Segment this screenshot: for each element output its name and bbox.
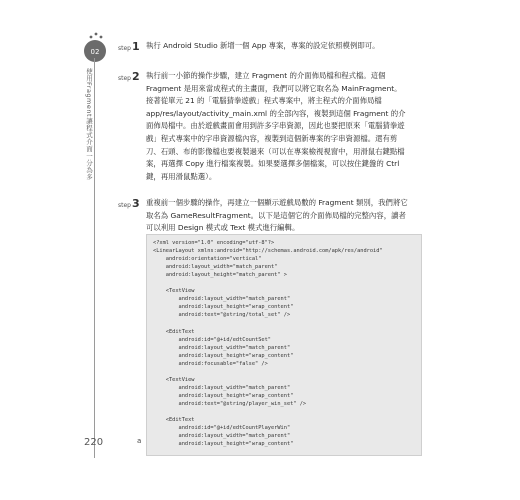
step-text: 重複前一個步驟的操作，再建立一個顯示遊戲局數的 Fragment 類別，我們將它取名為 GameResultFragment。以下是這個它的介面佈局檔的完整內容，讀者可以利用 Design 模式或 Text 模式進行編輯。 xyxy=(146,198,408,233)
step-text: 執行前一小節的操作步驟，建立 Fragment 的介面佈局檔和程式檔。這個 Fragment 是用來當成程式的主畫面，我們可以將它取名為 MainFragment。接著從單元 21 的「電腦猜拳遊戲」程式專案中，將主程式的介面佈局檔 app/res/layout/activity_main.xml 的全部內容，複製到這個 Fragment 的介面佈局檔中。由於遊戲畫面會用到許多字串資源，因此也要把原來「電腦猜拳遊戲」程式專案中的字串資源檔內容，複製到這個新專案的字串資源檔。還有剪刀、石頭、布的影像檔也要複製過來（可以在專案檢視視窗中，用滑鼠右鍵點檔案，再選擇 Copy 進行檔案複製。如果要選擇多個檔案，可以按住鍵盤的 Ctrl 鍵，再用滑鼠點選）。 xyxy=(146,71,406,181)
code-line xyxy=(153,408,415,416)
code-listing xyxy=(146,234,422,456)
chapter-badge: 02 xyxy=(84,40,106,62)
step-label: step2 xyxy=(118,70,140,83)
code-line: android:layout_height="wrap_content" xyxy=(153,441,294,448)
code-line: android:id="@+id/edtCountSet" xyxy=(153,336,271,343)
code-line: android:text="@string/player_win_set" /> xyxy=(153,400,307,407)
step-label: step1 xyxy=(118,40,140,53)
code-line: android:layout_width="match_parent" xyxy=(153,296,291,303)
page-number: 220 xyxy=(84,437,104,448)
code-line: android:id="@+id/edtCountPlayerWin" xyxy=(153,425,291,432)
sidebar-divider xyxy=(94,58,95,458)
code-line: android:layout_height="wrap_content" xyxy=(153,304,294,311)
code-line: android:layout_height="wrap_content" xyxy=(153,392,294,399)
code-line: android:orientation="vertical" xyxy=(153,256,262,263)
code-line: <LinearLayout xmlns:android="http://schemas.android.com/apk/res/android" xyxy=(153,248,383,255)
code-line: android:layout_width="match_parent" xyxy=(153,384,291,391)
code-line: android:layout_width="match_parent" xyxy=(153,433,291,440)
step-label: step3 xyxy=(118,197,140,210)
code-line: <EditText xyxy=(153,417,195,424)
margin-marker: a xyxy=(137,437,142,445)
code-line xyxy=(153,279,415,287)
code-line: android:layout_width="match_parent" xyxy=(153,264,278,271)
character-head-icon xyxy=(87,30,105,40)
code-line xyxy=(153,319,415,327)
code-line: android:text="@string/total_set" /> xyxy=(153,312,291,319)
code-line: android:layout_height="match_parent" > xyxy=(153,272,287,279)
code-line: <TextView xyxy=(153,376,195,383)
code-line: <?xml version="1.0" encoding="utf-8"?> xyxy=(153,240,275,246)
code-line: <EditText xyxy=(153,328,195,335)
step-text: 執行 Android Studio 新增一個 App 專案，專案的設定依照模例即可。 xyxy=(146,41,380,50)
code-line: android:layout_height="wrap_content" xyxy=(153,352,294,359)
code-line: android:layout_width="match_parent" xyxy=(153,344,291,351)
code-line xyxy=(153,368,415,376)
code-line: <TextView xyxy=(153,288,195,295)
code-line: android:focusable="false" /> xyxy=(153,360,268,367)
chapter-title-vertical: 使用Fragment讓程式介面一分為多 xyxy=(85,68,93,181)
